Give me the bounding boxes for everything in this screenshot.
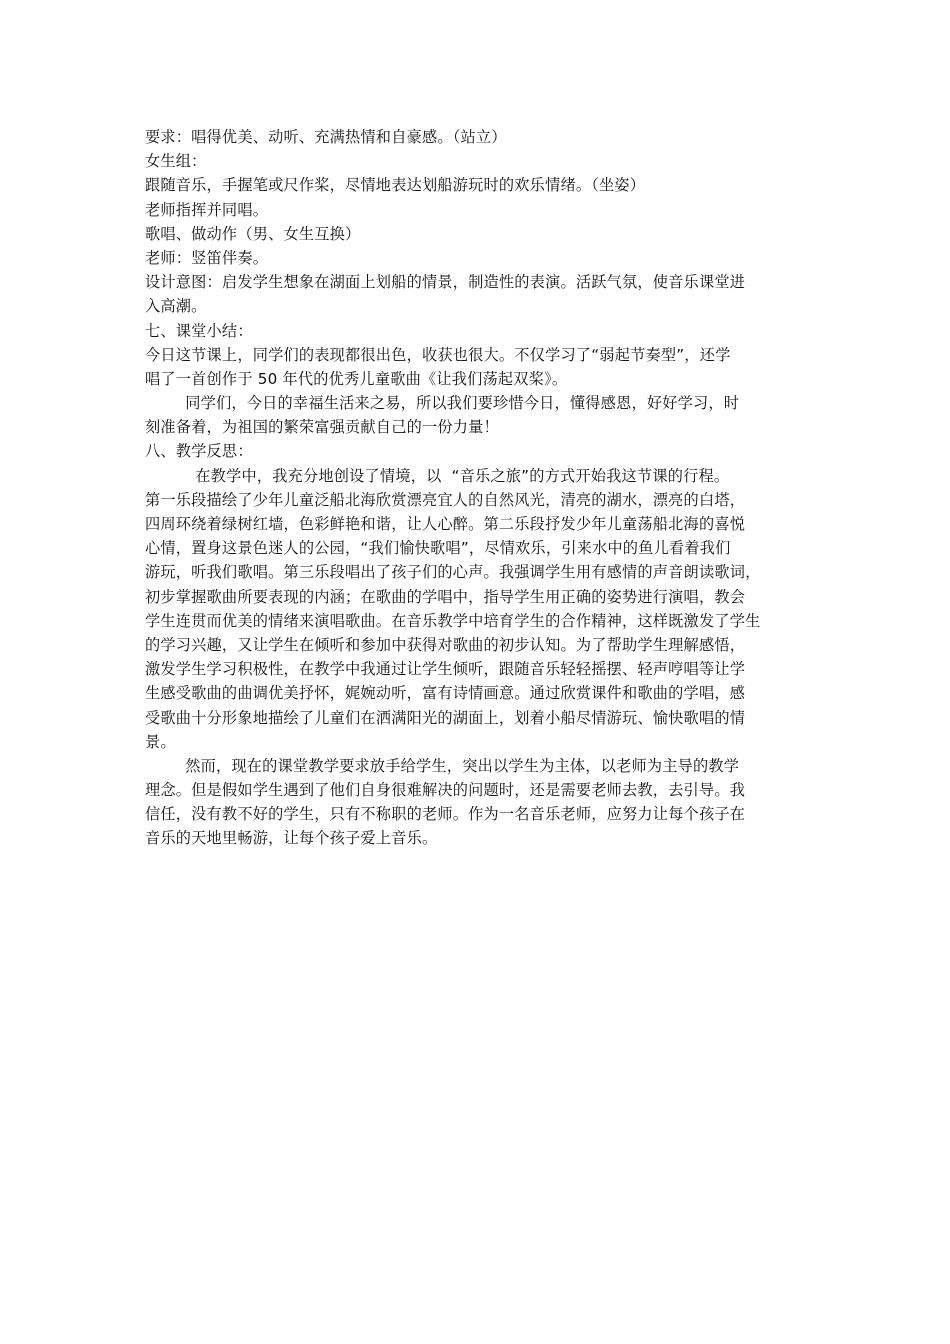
text-line: 音乐的天地里畅游，让每个孩子爱上音乐。 [145, 829, 438, 848]
text-line: 歌唱、做动作（男、女生互换） [145, 224, 361, 243]
text-line: 要求：唱得优美、动听、充满热情和自豪感。（站立） [145, 128, 507, 146]
text-line: 游玩，听我们歌唱。第三乐段唱出了孩子们的心声。我强调学生用有感情的声音朗读歌词， [145, 563, 761, 582]
text-line: 设计意图：启发学生想象在湖面上划船的情景，制造性的表演。活跃气氛，使音乐课堂进 [145, 273, 746, 292]
text-line: 然而，现在的课堂教学要求放手给学生，突出以学生为主体，以老师为主导的教学 [145, 756, 740, 775]
section-heading: 八、教学反思： [145, 442, 253, 461]
text-line: 心情，置身这景色迷人的公园，“我们愉快歌唱”，尽情欢乐，引来水中的鱼儿看着我们 [145, 539, 731, 558]
text-line: 入高潮。 [145, 297, 207, 316]
text-line: 跟随音乐，手握笔或尺作桨，尽情地表达划船游玩时的欢乐情绪。（坐姿） [145, 176, 646, 195]
text-line: 激发学生学习积极性，在教学中我通过让学生倾听，跟随音乐轻轻摇摆、轻声哼唱等让学 [145, 660, 746, 679]
text-line: 理念。但是假如学生遇到了他们自身很难解决的问题时，还是需要老师去教，去引导。我 [145, 781, 746, 800]
text-line: 在教学中，我充分地创设了情境，以 “音乐之旅”的方式开始我这节课的行程。 [145, 466, 730, 485]
text-line: 的学习兴趣，又让学生在倾听和参加中获得对歌曲的初步认知。为了帮助学生理解感悟， [145, 635, 746, 654]
text-line: 同学们，今日的幸福生活来之易，所以我们要珍惜今日，懂得感恩，好好学习，时 [145, 394, 740, 413]
text-line: 生感受歌曲的曲调优美抒怀，娓婉动听，富有诗情画意。通过欣赏课件和歌曲的学唱，感 [145, 684, 746, 703]
text-line: 今日这节课上，同学们的表现都很出色，收获也很大。不仅学习了“弱起节奏型”，还学 [145, 345, 731, 364]
document-body [145, 125, 815, 851]
text-line: 第一乐段描绘了少年儿童泛船北海欣赏漂亮宜人的自然风光，清亮的湖水，漂亮的白塔， [145, 490, 746, 509]
text-line: 信任，没有教不好的学生，只有不称职的老师。作为一名音乐老师，应努力让每个孩子在 [145, 805, 746, 824]
text-line: 初步掌握歌曲所要表现的内涵；在歌曲的学唱中，指导学生用正确的姿势进行演唱，教会 [145, 587, 746, 606]
text-line: 四周环绕着绿树红墙，色彩鲜艳和谐，让人心醉。第二乐段抒发少年儿童荡船北海的喜悦 [145, 515, 746, 533]
section-heading: 七、课堂小结： [145, 321, 253, 340]
text-line: 女生组： [145, 152, 207, 171]
text-line: 刻准备着，为祖国的繁荣富强贡献自己的一份力量！ [145, 418, 499, 437]
text-line: 学生连贯而优美的情绪来演唱歌曲。在音乐教学中培育学生的合作精神，这样既激发了学生 [145, 611, 761, 630]
text-line: 唱了一首创作于 50 年代的优秀儿童歌曲《让我们荡起双桨》。 [145, 369, 568, 388]
text-line: 老师指挥并同唱。 [145, 200, 269, 219]
text-line: 老师：竖笛伴奏。 [145, 248, 269, 267]
text-line: 受歌曲十分形象地描绘了儿童们在洒满阳光的湖面上，划着小船尽情游玩、愉快歌唱的情 [145, 708, 746, 727]
text-line: 景。 [145, 732, 176, 751]
